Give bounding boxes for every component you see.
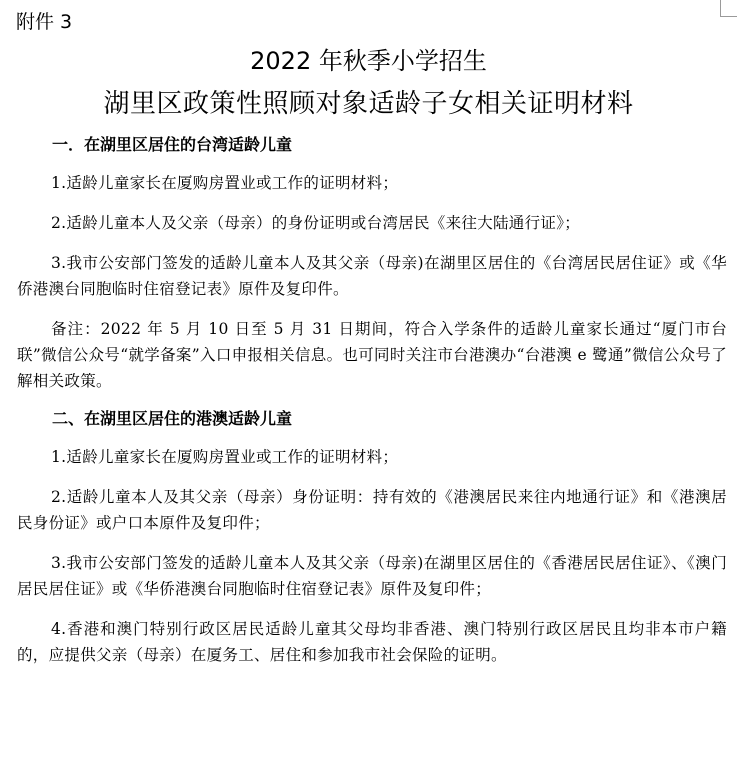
attachment-label: 附件 3 — [16, 11, 73, 33]
page-corner-mark — [720, 0, 737, 17]
section2-heading: 二、在湖里区居住的港澳适龄儿童 — [52, 409, 293, 428]
section1-item-3: 3.我市公安部门签发的适龄儿童本人及其父亲（母亲)在湖里区居住的《台湾居民居住证》或《华侨港澳台同胞临时住宿登记表》原件及复印件。 — [17, 254, 727, 298]
section2-item-3: 3.我市公安部门签发的适龄儿童本人及其父亲（母亲)在湖里区居住的《香港居民居住证》、《澳门居民居住证》或《华侨港澳台同胞临时住宿登记表》原件及复印件； — [17, 554, 727, 598]
section1-item-2: 2.适龄儿童本人及父亲（母亲）的身份证明或台湾居民《来往大陆通行证》； — [51, 214, 581, 232]
section2-item-2: 2.适龄儿童本人及其父亲（母亲）身份证明：持有效的《港澳居民来往内地通行证》和《港澳居民身份证》或户口本原件及复印件； — [17, 488, 727, 532]
document-body — [0, 132, 737, 682]
document-title-line2: 湖里区政策性照顾对象适龄子女相关证明材料 — [103, 89, 634, 119]
section2-item-1: 1.适龄儿童家长在厦购房置业或工作的证明材料； — [51, 448, 399, 466]
section1-item-1: 1.适龄儿童家长在厦购房置业或工作的证明材料； — [51, 174, 399, 192]
section1-heading: 一．在湖里区居住的台湾适龄儿童 — [52, 135, 293, 154]
section1-note: 备注：2022 年 5 月 10 日至 5 月 31 日期间，符合入学条件的适龄儿童家长通过“厦门市台联”微信公众号“就学备案”入口申报相关信息。也可同时关注市台港澳办“台港澳 e 鹭通”微信公众号了解相关政策。 — [17, 320, 727, 390]
section2-item-4: 4.香港和澳门特别行政区居民适龄儿童其父母均非香港、澳门特别行政区居民且均非本市户籍的，应提供父亲（母亲）在厦务工、居住和参加我市社会保险的证明。 — [17, 620, 727, 664]
document-title-line1: 2022 年秋季小学招生 — [250, 47, 487, 75]
